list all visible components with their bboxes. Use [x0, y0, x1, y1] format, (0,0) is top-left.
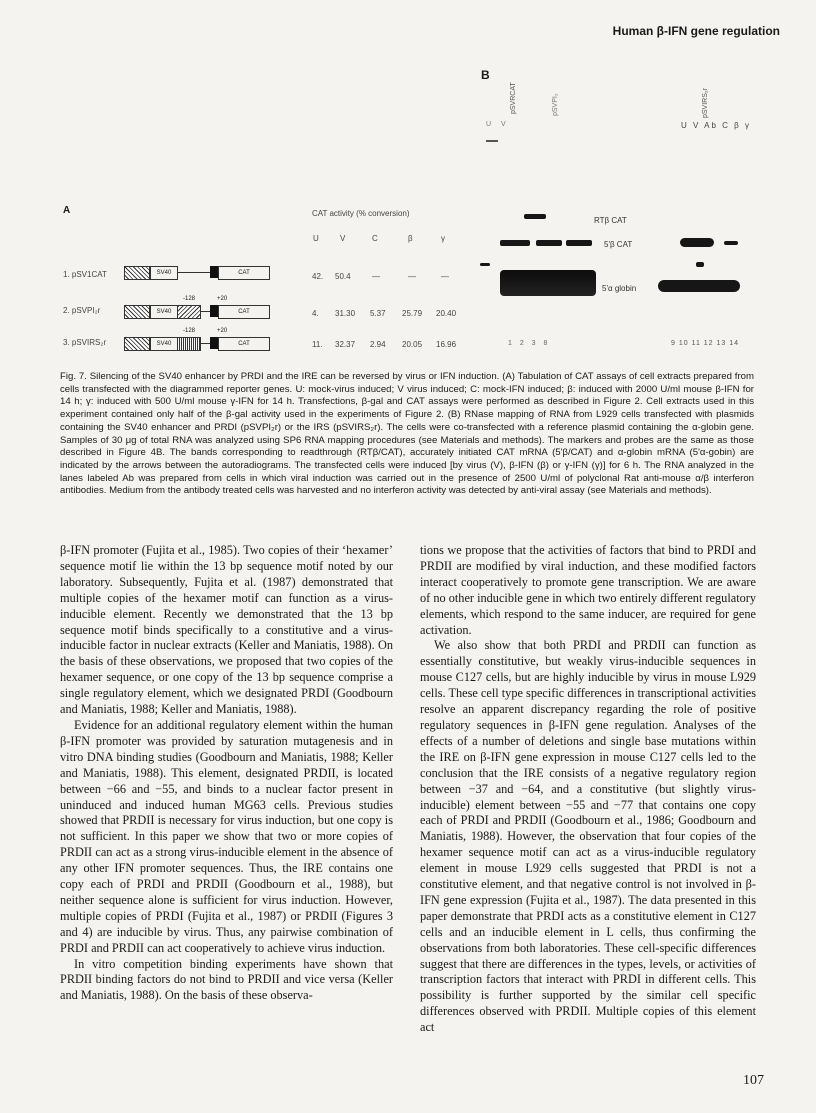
page-number: 107: [743, 1073, 764, 1088]
table-title: CAT activity (% conversion): [312, 209, 410, 218]
tata-box: [210, 266, 218, 278]
row1-u: 42.: [312, 272, 324, 281]
cat-box: CAT: [218, 305, 270, 319]
paragraph: β-IFN promoter (Fujita et al., 1985). Two copies of their ‘hexamer’ sequence motif lie within the 13 bp sequence motif noted by our laboratory. Subsequently, Fujita et al. (1987) demonstrated that multiple copies of the hexamer motif can function as a virus-inducible element. Recently we demonstrated that the 13 bp sequence motif binds specifically to a constitutive and a virus-inducible factor in nuclear extracts (Keller and Maniatis, 1988). On the basis of these observations, we proposed that two copies of the hexamer sequence, or one copy of the 13 bp sequence comprise a single regulatory element, which we designated PRDI (Goodbourn and Maniatis, 1988; Keller and Maniatis, 1988).: [60, 543, 393, 717]
row3-v: 32.37: [335, 340, 356, 349]
lane-header-3: pSVIRS₂r: [702, 88, 709, 118]
tata-box: [210, 305, 218, 317]
row2-c: 5.37: [370, 309, 386, 318]
col-u: U: [313, 234, 319, 243]
row3-beta: 20.05: [402, 340, 423, 349]
gel-band: [724, 241, 738, 245]
row1-beta: —: [408, 272, 416, 281]
running-header: Human β-IFN gene regulation: [612, 24, 780, 38]
paragraph: We also show that both PRDI and PRDII can function as essentially constitutive, but weakly virus-inducible sequences in mouse C127 cells, but are highly inducible by virus in mouse L929 cells. These cell type specific differences in transcriptional activities resolve an apparent discrepancy regarding the role of positive regulatory sequences in β-IFN gene regulation. Analyses of the effects of a number of deletions and single base mutations within the IRE on β-IFN gene expression in mouse C127 cells led to the conclusion that the IRE consists of a negative regulatory region between −37 and −64, and a constitutive (but slightly virus-inducible) element between −55 and −77 that contains one copy each of PRDI and PRDII (Goodbourn et al., 1986; Goodbourn and Maniatis, 1988). However, the observation that four copies of the hexamer sequence motif can act as a virus-inducible regulatory element in mouse L929 cells suggested that PRDI is not a constitutive element, and that negative control is not involved in β-IFN gene expression (Fujita et al., 1987). The data presented in this paper demonstrate that PRDI acts as a constitutive element in C127 cells and an inducible element in L cells, thus confirming the observations from both laboratories. These cell-specific differences suggest that there are differences in the types, levels, or activities of transcription factors that interact with PRDI in different cells. This possibility is further supported by the similar cell specific differences observed with PRDII. Multiple copies of this element act: [420, 638, 756, 1035]
paragraph: Evidence for an additional regulatory element within the human β-IFN promoter was provided by saturation mutagenesis and in vitro DNA binding studies (Goodbourn and Maniatis, 1988; Keller and Maniatis, 1988). This element, designated PRDII, is located between −66 and −55, and binds to a nuclear factor present in uninduced and induced human MG63 cells. Previous studies showed that PRDII is necessary for virus induction, but one copy is not sufficient. In this paper we show that two or more copies of PRDII can act as a strong virus-inducible element in the absence of any other IFN promoter sequences. Thus, the IRE contains one copy each of PRDI and PRDII (Goodbourn et al., 1988), but neither sequence alone is sufficient for virus induction. However, multiple copies of PRDI (Fujita et al., 1987) or PRDII (Figures 3 and 4) are inducible by virus. Thus, any pairwise combination of PRDI and PRDII can act cooperatively to achieve virus induction.: [60, 717, 393, 955]
gel-band: [680, 238, 714, 247]
row2-beta: 25.79: [402, 309, 423, 318]
row2-u: 4.: [312, 309, 319, 318]
row3-u: 11.: [312, 340, 323, 349]
marker-right: +20: [217, 296, 228, 302]
panel-b-label: B: [481, 68, 490, 82]
row1-gamma: —: [441, 272, 449, 281]
lane-numbers-right: 9 10 11 12 13 14: [671, 340, 740, 347]
gel-band: [696, 262, 704, 267]
panel-a-label: A: [63, 205, 71, 216]
enhancer-hatch: [124, 266, 150, 280]
gel-band: [524, 214, 546, 219]
rt-cat-arrow: RTβ CAT: [594, 216, 627, 225]
construct-name: 3. pSVIRS₂r: [63, 338, 107, 347]
construct-name: 1. pSV1CAT: [63, 270, 107, 279]
row1-v: 50.4: [335, 272, 351, 281]
row2-gamma: 20.40: [436, 309, 457, 318]
construct-line: [200, 343, 210, 344]
paragraph: tions we propose that the activities of factors that bind to PRDI and PRDII are modified by viral induction, and these modified factors interact cooperatively to promote gene transcription. We are aware of no other inducible gene in which two entirely different regulatory elements, which respond to the same inducer, are required for gene activation.: [420, 543, 756, 637]
tata-box: [210, 337, 218, 349]
gel-band: [480, 263, 490, 266]
lane-codes-right: U V Ab C β γ: [681, 121, 751, 130]
enhancer-hatch: [124, 305, 150, 319]
row1-c: —: [372, 272, 380, 281]
cat-box: CAT: [218, 337, 270, 351]
cat-box: CAT: [218, 266, 270, 280]
lane-header-1: pSVRCAT: [510, 82, 517, 114]
marker-left: -128: [183, 296, 196, 302]
sv40-box: SV40: [150, 266, 178, 280]
gel-band: [500, 240, 530, 246]
gel-speck: [486, 140, 498, 142]
construct-line: [177, 272, 210, 273]
gel-band: [658, 280, 740, 292]
row3-gamma: 16.96: [436, 340, 457, 349]
irs-insert: [177, 337, 201, 351]
figure-caption: Fig. 7. Silencing of the SV40 enhancer by PRDI and the IRE can be reversed by virus or IFN induction. (A) Tabulation of CAT assays of cell extracts prepared from cells transfected with the diagrammed reporter genes. U: mock-virus induced; V virus induced; C: mock-IFN induced; β: induced with 2000 U/ml mouse β-IFN for 14 h; γ: induced with 500 U/ml mouse γ-IFN for 14 h. Transfections, β-gal and CAT assays were performed as described in Figure 2. Cell extracts used in this experiment contained only half of the β-gal activity used in the experiments of Figure 2. (B) RNase mapping of RNA from L929 cells transfected with plasmids containing the SV40 enhancer and PRDI (pSVPI₂r) or the IRS (pSVIRS₂r). The cells were co-transfected with a reference plasmid containing the α-globin gene. Samples of 30 μg of total RNA was analyzed using SP6 RNA mapping procedures (see Materials and methods). The markers and probes are the same as those described in Figure 4B. The bands corresponding to readthrough (RTβ/CAT), accurately initiated CAT mRNA (5'β/CAT) and α-globin mRNA (5'α-gobin) are indicated by the arrows between the autoradiograms. The transfected cells were induced [by virus (V), β-IFN (β) or γ-IFN (γ)] for 6 h. The RNA analyzed in the lanes labeled Ab was prepared from cells in which viral induction was carried out in the presence of 2500 U/ml of polyclonal Rat anti-mouse α/β interferon antibodies. Medium from the antibody treated cells was harvested and no interferon activity was detected by anti-viral assay (see Materials and methods).: [60, 371, 754, 497]
row3-c: 2.94: [370, 340, 386, 349]
construct-line: [200, 311, 210, 312]
col-gamma: γ: [441, 234, 445, 243]
sv40-box: SV40: [150, 337, 178, 351]
prdi-insert: [177, 305, 201, 319]
construct-name: 2. pSVPI₂r: [63, 306, 101, 315]
row2-v: 31.30: [335, 309, 356, 318]
gel-smear: [500, 270, 596, 296]
col-v: V: [340, 234, 346, 243]
lane-header-2: pSVPI₂: [552, 93, 559, 116]
globin-arrow: 5'α globin: [602, 284, 637, 293]
paragraph: In vitro competition binding experiments have shown that PRDII binding factors do not bind to PRDII and vice versa (Keller and Maniatis, 1988). On the basis of these observa-: [60, 956, 393, 1003]
left-column: [60, 543, 393, 1004]
marker-left: -128: [183, 328, 196, 334]
gel-band: [536, 240, 562, 246]
col-beta: β: [408, 234, 413, 243]
col-c: C: [372, 234, 378, 243]
lane-codes-left: U V: [486, 121, 510, 128]
sv40-box: SV40: [150, 305, 178, 319]
five-cat-arrow: 5'β CAT: [604, 240, 633, 249]
right-column: [420, 543, 756, 1036]
enhancer-hatch: [124, 337, 150, 351]
marker-right: +20: [217, 328, 228, 334]
lane-numbers-left: 1 2 3 8: [508, 340, 551, 347]
gel-band: [566, 240, 592, 246]
